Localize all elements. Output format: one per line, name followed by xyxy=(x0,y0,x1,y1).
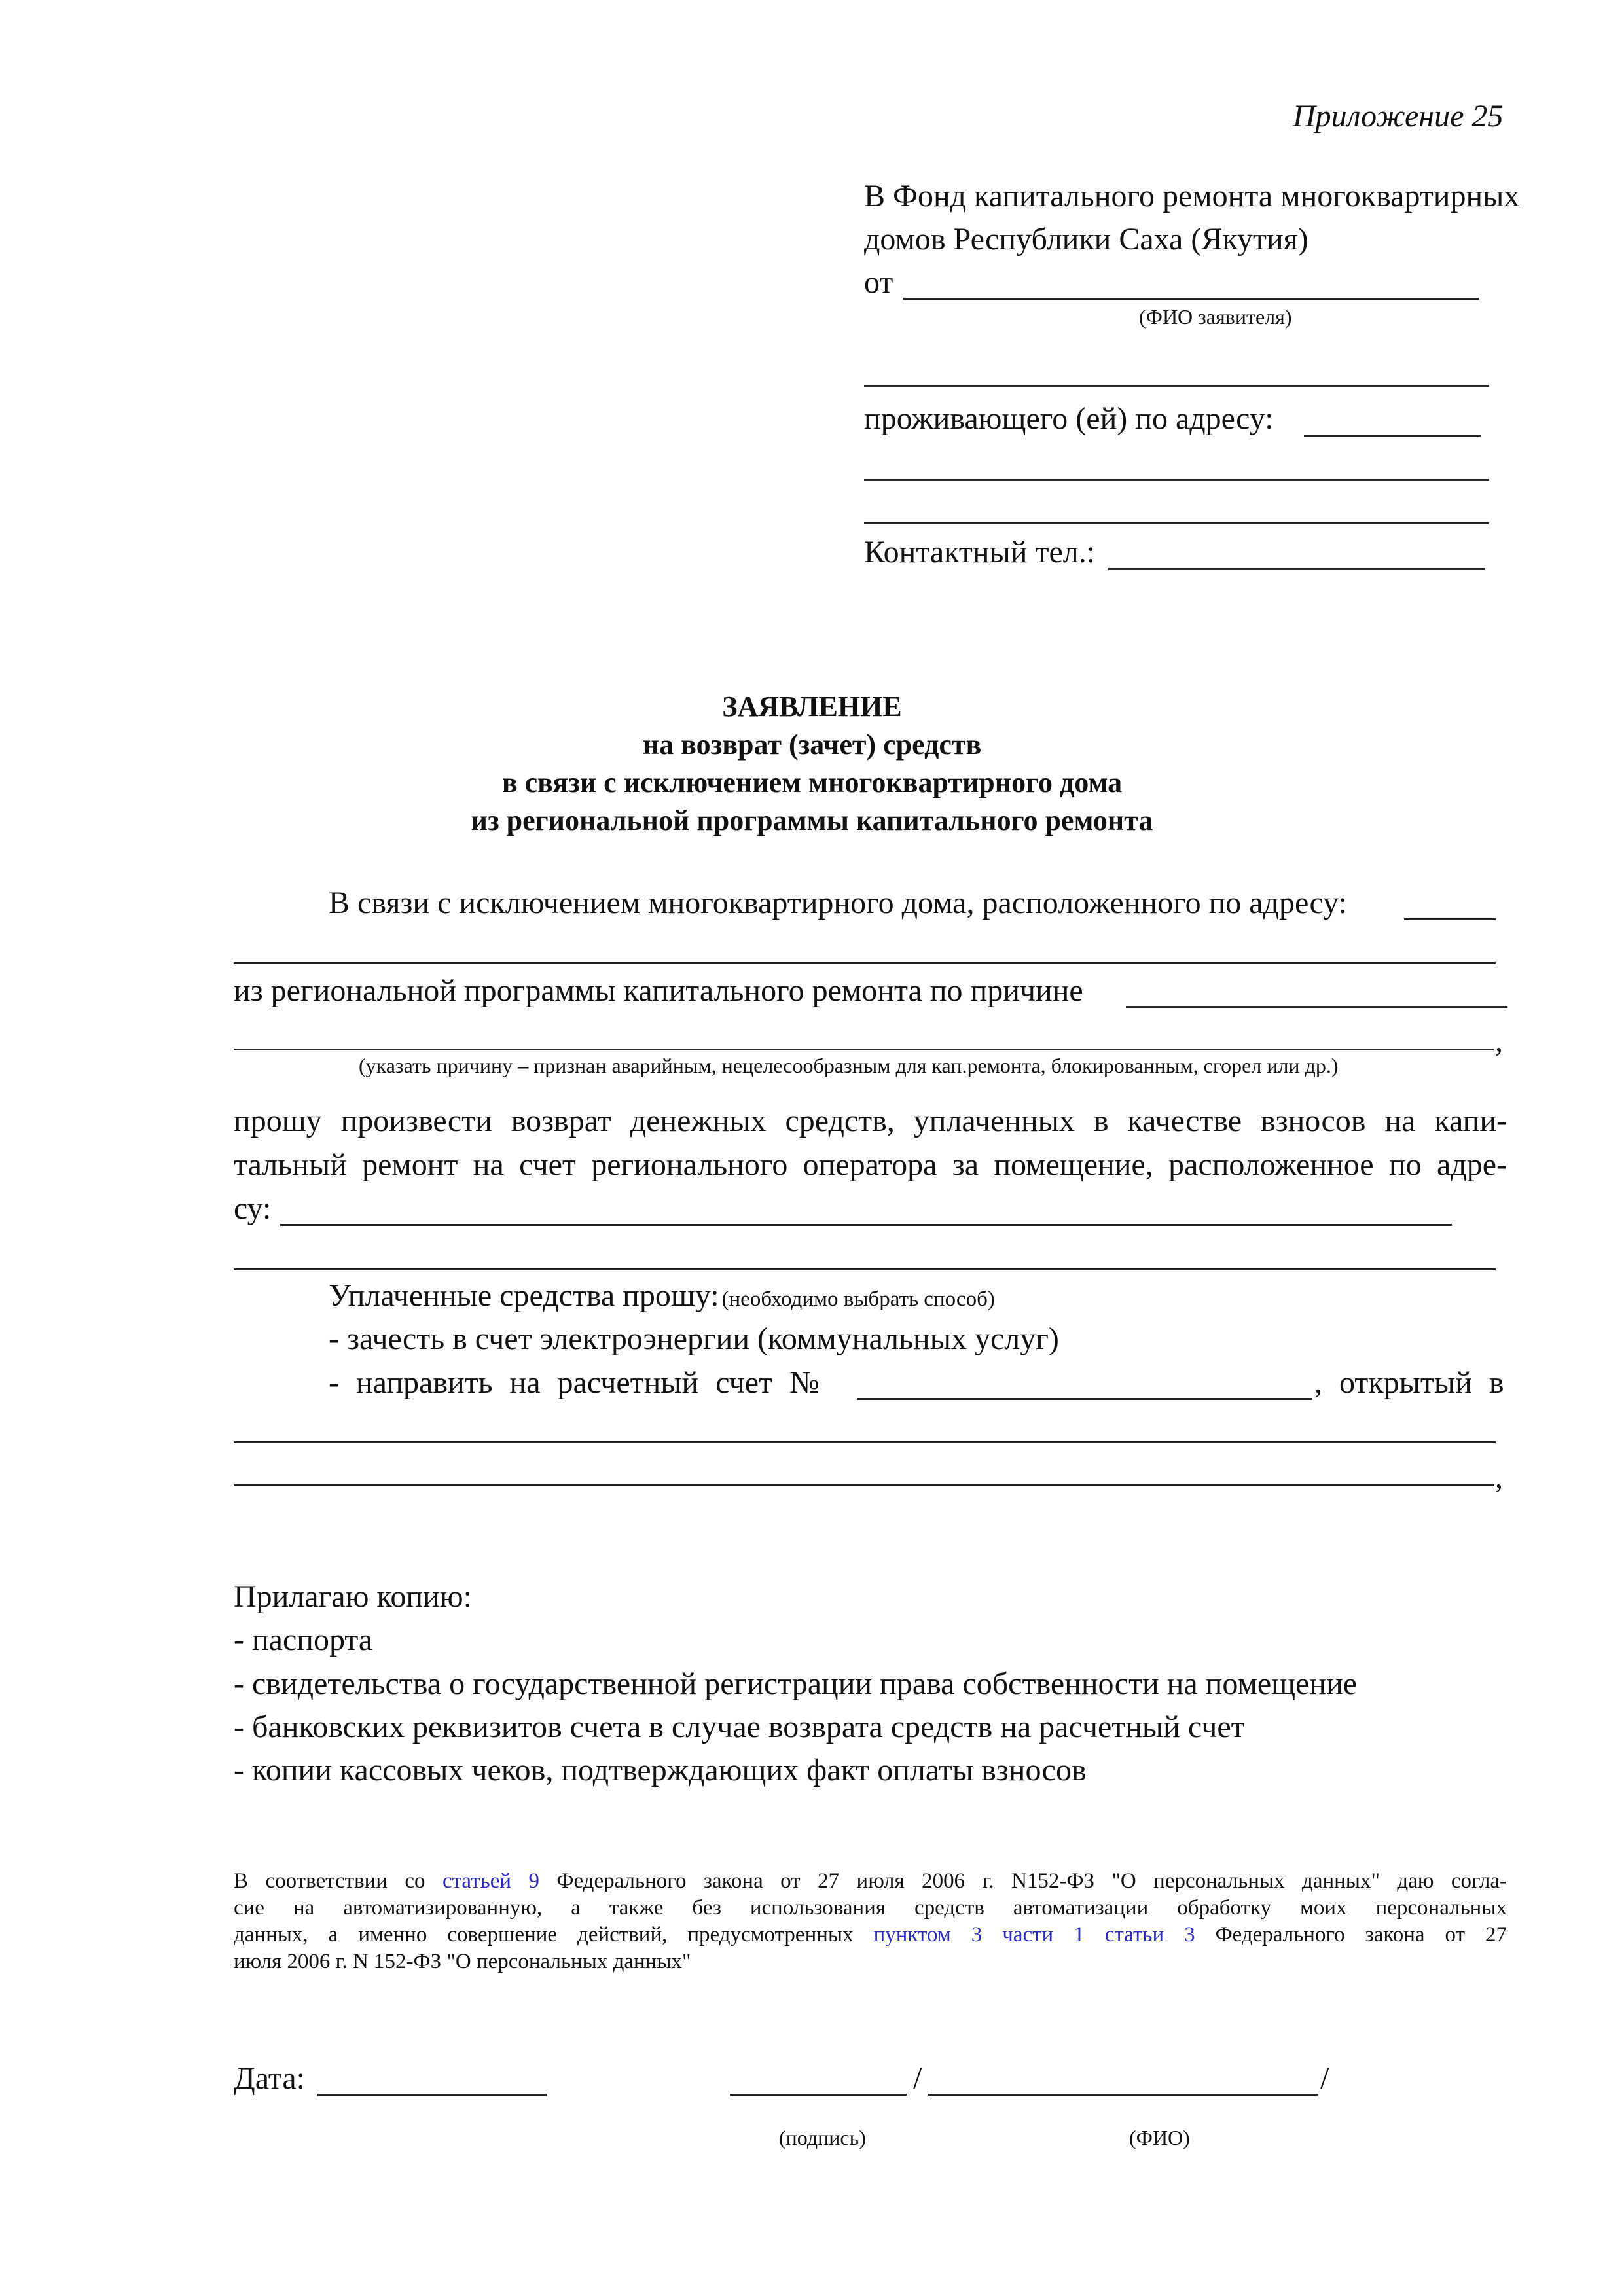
signature-slash: / xyxy=(1320,2061,1329,2096)
applicant-name-field[interactable] xyxy=(903,298,1479,300)
consent-text: В соответствии со xyxy=(234,1869,442,1893)
title-line-4: из региональной программы капитального ремонта xyxy=(471,804,1153,836)
option-transfer-account[interactable]: - направить на расчетный счет № xyxy=(329,1365,820,1400)
consent-line-3 xyxy=(234,1922,1507,1948)
applicant-name-continuation-field[interactable] xyxy=(864,385,1489,387)
article-9-link[interactable]: статьей 9 xyxy=(442,1869,539,1893)
bank-field-2[interactable] xyxy=(234,1484,1494,1486)
address-field-3[interactable] xyxy=(864,522,1489,524)
opened-in-label: , открытый в xyxy=(1314,1365,1504,1400)
signature-slash: / xyxy=(913,2061,922,2096)
bank-comma: , xyxy=(1495,1460,1503,1495)
consent-text: Федерального закона от 27 июля 2006 г. N152-ФЗ "О персональных данных" даю согла- xyxy=(539,1869,1507,1893)
phone-label: Контактный тел.: xyxy=(864,535,1096,569)
option-offset-utilities[interactable]: - зачесть в счет электроэнергии (коммунальных услуг) xyxy=(329,1321,1059,1356)
reason-caption: (указать причину – признан аварийным, нецелесообразным для кап.ремонта, блокированным, сгорел или др.) xyxy=(359,1054,1339,1077)
address-field-1[interactable] xyxy=(1304,435,1481,437)
request-line-2: тальный ремонт на счет регионального оператора за помещение, расположенное по адре- xyxy=(234,1147,1507,1182)
house-address-field-1[interactable] xyxy=(1404,918,1496,920)
attachment-item: - копии кассовых чеков, подтверждающих факт оплаты взносов xyxy=(234,1753,1087,1787)
attachment-item: - банковских реквизитов счета в случае возврата средств на расчетный счет xyxy=(234,1710,1245,1744)
from-label: от xyxy=(864,265,893,300)
appendix-label: Приложение 25 xyxy=(1293,99,1504,134)
request-line-1: прошу произвести возврат денежных средств, уплаченных в качестве взносов на капи- xyxy=(234,1103,1507,1138)
consent-line-1 xyxy=(234,1869,1507,1895)
addressee-line-1: В Фонд капитального ремонта многоквартирных xyxy=(864,179,1520,213)
request-line-3: су: xyxy=(234,1191,272,1226)
reason-comma: , xyxy=(1495,1024,1503,1058)
address-field-2[interactable] xyxy=(864,479,1489,481)
date-label: Дата: xyxy=(234,2061,306,2096)
consent-line-4: июля 2006 г. N 152-ФЗ "О персональных данных" xyxy=(234,1950,691,1973)
signature-caption: (подпись) xyxy=(779,2126,866,2149)
bank-field-1[interactable] xyxy=(234,1441,1496,1443)
premises-address-field-1[interactable] xyxy=(280,1224,1452,1226)
attachment-item: - паспорта xyxy=(234,1623,373,1657)
attachments-label: Прилагаю копию: xyxy=(234,1579,472,1614)
date-field[interactable] xyxy=(317,2094,547,2096)
addressee-line-2: домов Республики Саха (Якутия) xyxy=(864,222,1308,257)
document-title: ЗАЯВЛЕНИЕ xyxy=(722,691,902,723)
consent-text: Федерального закона от 27 xyxy=(1195,1923,1507,1946)
title-line-3: в связи с исключением многоквартирного дома xyxy=(501,766,1123,798)
account-number-field[interactable] xyxy=(857,1398,1312,1400)
house-address-intro: В связи с исключением многоквартирного дома, расположенного по адресу: xyxy=(329,886,1347,920)
premises-address-field-2[interactable] xyxy=(234,1268,1496,1270)
consent-line-2: сие на автоматизированную, а также без использования средств автоматизации обработку моих персональных xyxy=(234,1896,1507,1920)
paid-funds-hint: (необходимо выбрать способ) xyxy=(721,1287,995,1311)
attachment-item: - свидетельства о государственной регистрации права собственности на помещение xyxy=(234,1666,1358,1701)
clause-link[interactable]: пунктом 3 части 1 статьи 3 xyxy=(873,1923,1195,1946)
phone-field[interactable] xyxy=(1108,568,1485,570)
house-address-field-2[interactable] xyxy=(234,962,1496,964)
paid-funds-line xyxy=(329,1278,995,1314)
signature-field[interactable] xyxy=(730,2094,907,2096)
paid-funds-label: Уплаченные средства прошу: xyxy=(329,1278,719,1313)
fio-caption: (ФИО) xyxy=(1129,2126,1190,2149)
reason-intro: из региональной программы капитального ремонта по причине xyxy=(234,973,1083,1008)
applicant-name-caption: (ФИО заявителя) xyxy=(1139,305,1292,329)
address-label: проживающего (ей) по адресу: xyxy=(864,401,1274,436)
reason-field-1[interactable] xyxy=(1126,1006,1507,1008)
title-line-2: на возврат (зачет) средств xyxy=(642,728,982,761)
reason-field-2[interactable] xyxy=(234,1049,1494,1050)
fio-field[interactable] xyxy=(928,2094,1318,2096)
consent-text: данных, а именно совершение действий, предусмотренных xyxy=(234,1923,874,1946)
